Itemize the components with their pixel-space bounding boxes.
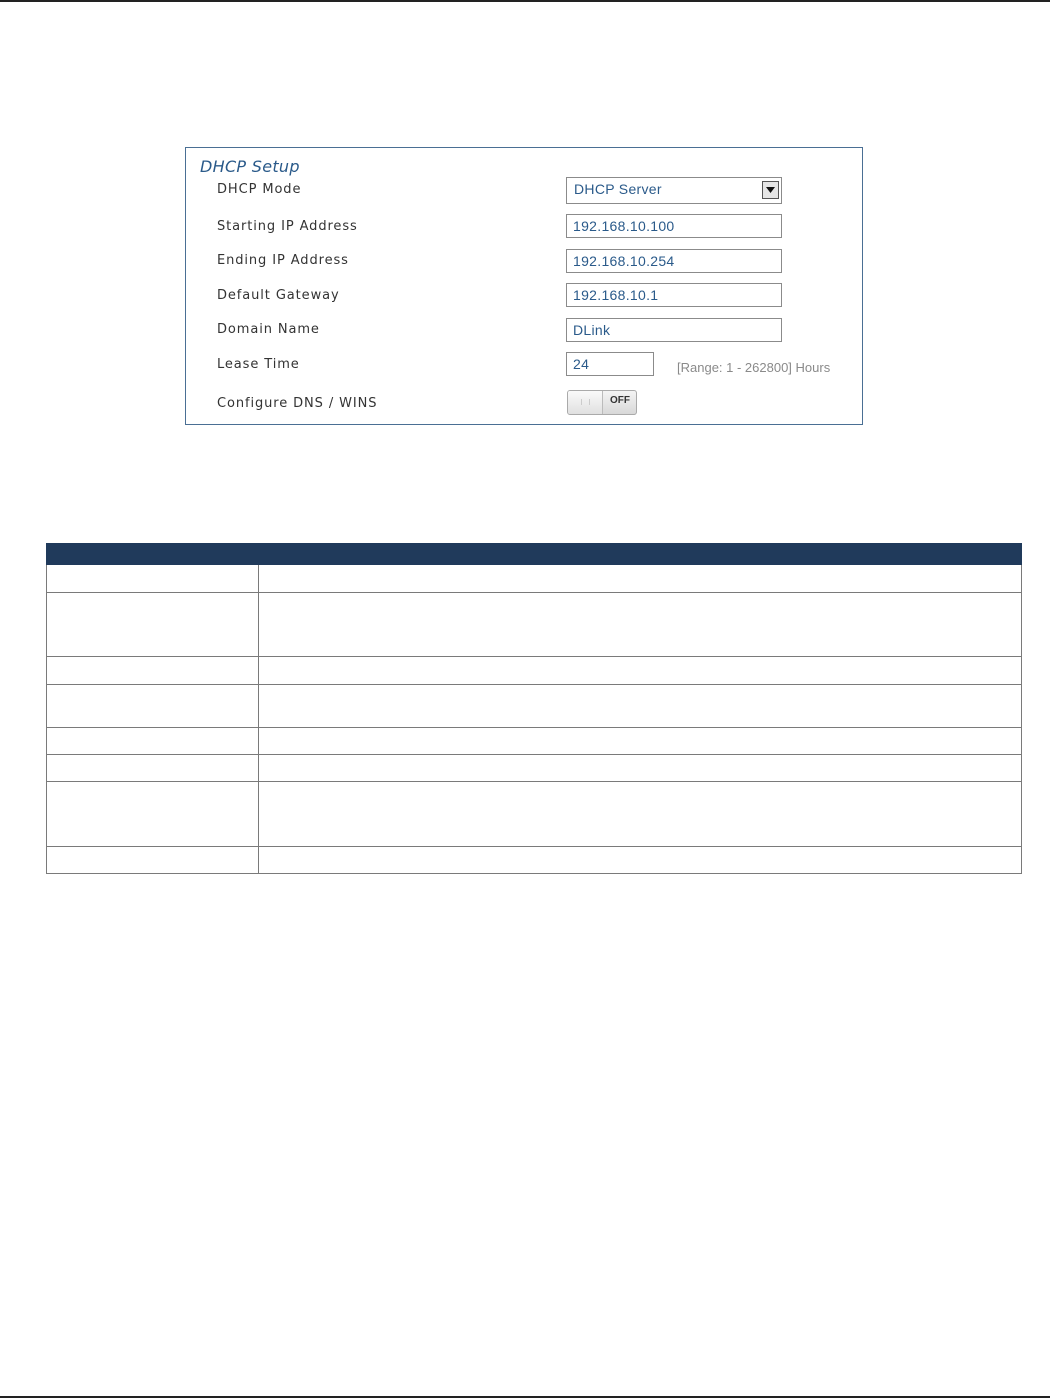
table-cell bbox=[47, 593, 259, 657]
table-row bbox=[47, 755, 1022, 782]
table-row bbox=[47, 593, 1022, 657]
table-cell bbox=[47, 847, 259, 874]
table-cell bbox=[47, 755, 259, 782]
table-cell bbox=[47, 565, 259, 593]
starting-ip-label: Starting IP Address bbox=[217, 219, 358, 234]
table-cell bbox=[47, 657, 259, 685]
table-cell bbox=[259, 847, 1022, 874]
table-cell bbox=[259, 685, 1022, 728]
dhcp-mode-value: DHCP Server bbox=[574, 181, 662, 197]
domain-name-input[interactable]: DLink bbox=[566, 318, 782, 342]
top-rule bbox=[0, 0, 1050, 2]
default-gateway-input[interactable]: 192.168.10.1 bbox=[566, 283, 782, 307]
table-cell bbox=[259, 657, 1022, 685]
table-cell bbox=[259, 565, 1022, 593]
table-row bbox=[47, 685, 1022, 728]
table-cell bbox=[47, 728, 259, 755]
lease-time-range-note: [Range: 1 - 262800] Hours bbox=[677, 360, 831, 375]
table-header-cell bbox=[47, 544, 259, 565]
table-row bbox=[47, 847, 1022, 874]
table-header-row bbox=[47, 544, 1022, 565]
description-table bbox=[46, 543, 1022, 874]
panel-title: DHCP Setup bbox=[200, 157, 300, 176]
configure-dns-wins-toggle[interactable] bbox=[567, 390, 637, 415]
bottom-rule bbox=[0, 1396, 1050, 1398]
dhcp-mode-label: DHCP Mode bbox=[217, 182, 302, 197]
lease-time-label: Lease Time bbox=[217, 357, 300, 372]
table-cell bbox=[259, 728, 1022, 755]
table-row bbox=[47, 728, 1022, 755]
ending-ip-input[interactable]: 192.168.10.254 bbox=[566, 249, 782, 273]
toggle-knob[interactable] bbox=[568, 391, 603, 414]
table-row bbox=[47, 657, 1022, 685]
table-cell bbox=[47, 685, 259, 728]
configure-dns-wins-label: Configure DNS / WINS bbox=[217, 396, 378, 411]
starting-ip-input[interactable]: 192.168.10.100 bbox=[566, 214, 782, 238]
grip-icon bbox=[581, 399, 590, 405]
lease-time-input[interactable]: 24 bbox=[566, 352, 654, 376]
ending-ip-label: Ending IP Address bbox=[217, 253, 349, 268]
table-row bbox=[47, 565, 1022, 593]
dhcp-setup-panel bbox=[185, 147, 863, 425]
table-row bbox=[47, 782, 1022, 847]
table-cell bbox=[259, 755, 1022, 782]
table-header-cell bbox=[259, 544, 1022, 565]
toggle-state-text: OFF bbox=[610, 395, 630, 406]
table-cell bbox=[259, 782, 1022, 847]
chevron-down-icon[interactable] bbox=[762, 181, 779, 199]
default-gateway-label: Default Gateway bbox=[217, 288, 340, 303]
dhcp-mode-select[interactable] bbox=[566, 177, 782, 204]
domain-name-label: Domain Name bbox=[217, 322, 320, 337]
table-cell bbox=[47, 782, 259, 847]
table-cell bbox=[259, 593, 1022, 657]
